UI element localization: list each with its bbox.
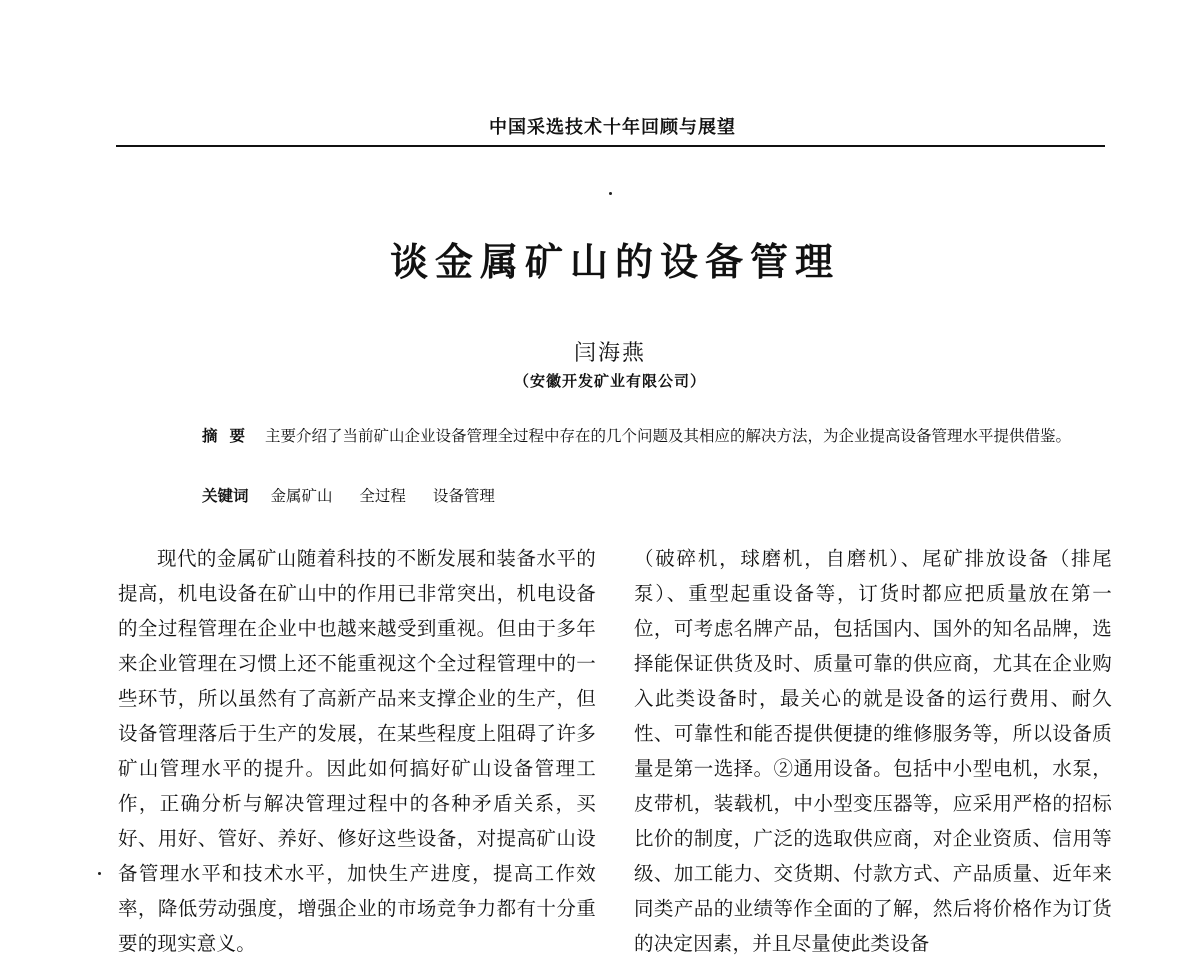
keywords-label: 关键词 <box>202 486 249 505</box>
keyword-item: 金属矿山 <box>270 487 333 505</box>
scan-speck <box>609 192 612 195</box>
abstract <box>165 421 1080 451</box>
author-name: 闫海燕 <box>573 341 646 366</box>
article-title: 谈金属矿山的设备管理 <box>390 239 841 284</box>
author-affiliation: （安徽开发矿业有限公司） <box>513 372 706 390</box>
abstract-text: 主要介绍了当前矿山企业设备管理全过程中存在的几个问题及其相应的解决方法，为企业提高设备管理水平提供借鉴。 <box>265 427 1072 445</box>
keyword-item: 全过程 <box>359 487 406 505</box>
header-rule <box>116 145 1105 147</box>
body-left-column: 现代的金属矿山随着科技的不断发展和装备水平的提高，机电设备在矿山中的作用已非常突出，机电设备的全过程管理在企业中也越来越受到重视。但由于多年来企业管理在习惯上还不能重视这个全过程管理中的一些环节，所以虽然有了高新产品来支撑企业的生产，但设备管理落后于生产的发展，在某些程度上阻碍了许多矿山管理水平的提升。因此如何搞好矿山设备管理工作，正确分析与解决管理过程中的各种矛盾关系，买好、用好、管好、养好、修好这些设备，对提高矿山设备管理水平和技术水平，加快生产进度，提高工作效率，降低劳动强度，增强企业的市场竞争力都有十分重要的现实意义。 <box>118 547 596 955</box>
keyword-item: 设备管理 <box>432 487 495 505</box>
scan-speck <box>98 872 101 875</box>
abstract-label: 摘要 <box>202 426 258 445</box>
keywords <box>202 484 902 506</box>
running-header: 中国采选技术十年回顾与展望 <box>489 117 736 138</box>
body-right-column: （破碎机，球磨机，自磨机）、尾矿排放设备（排尾泵）、重型起重设备等，订货时都应把质量放在第一位，可考虑名牌产品，包括国内、国外的知名品牌，选择能保证供货及时、质量可靠的供应商，尤其在企业购入此类设备时，最关心的就是设备的运行费用、耐久性、可靠性和能否提供便捷的维修服务等，所以设备质量是第一选择。②通用设备。包括中小型电机，水泵，皮带机，装载机，中小型变压器等，应采用严格的招标比价的制度，广泛的选取供应商，对企业资质、信用等级、加工能力、交货期、付款方式、产品质量、近年来同类产品的业绩等作全面的了解，然后将价格作为订货的决定因素，并且尽量使此类设备 <box>634 547 1112 955</box>
